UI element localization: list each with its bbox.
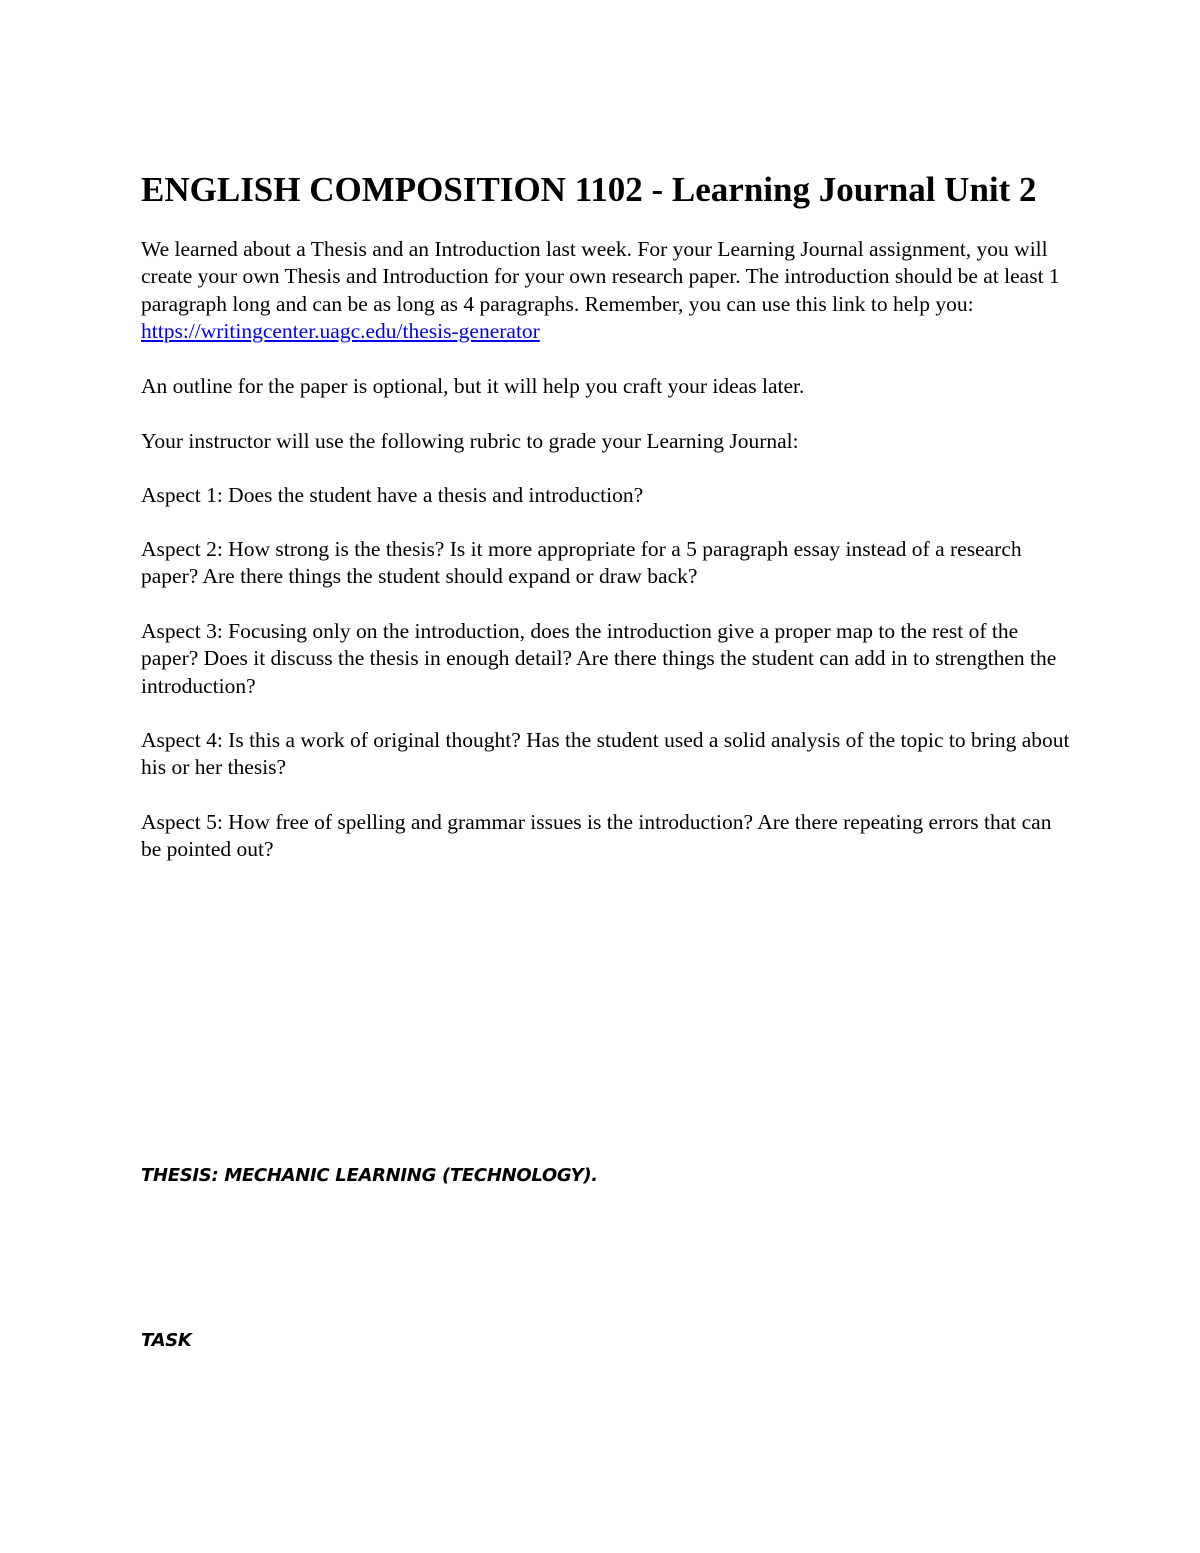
rubric-aspect-1: Aspect 1: Does the student have a thesis and introduction? bbox=[141, 483, 644, 507]
rubric-aspect-5: Aspect 5: How free of spelling and grammar issues is the introduction? Are there repeating errors that can be pointed out? bbox=[141, 810, 1052, 862]
thesis-heading: THESIS: MECHANIC LEARNING (TECHNOLOGY). bbox=[141, 1165, 598, 1186]
task-heading: TASK bbox=[141, 1330, 192, 1351]
document-title: ENGLISH COMPOSITION 1102 - Learning Journal Unit 2 bbox=[141, 170, 1037, 209]
rubric-aspect-2: Aspect 2: How strong is the thesis? Is it more appropriate for a 5 paragraph essay instead of a research paper? Are there things the student should expand or draw back? bbox=[141, 537, 1022, 589]
outline-note: An outline for the paper is optional, but it will help you craft your ideas later. bbox=[141, 374, 805, 398]
rubric-intro: Your instructor will use the following rubric to grade your Learning Journal: bbox=[141, 429, 799, 453]
intro-text: We learned about a Thesis and an Introduction last week. For your Learning Journal assignment, you will create your own Thesis and Introduction for your own research paper. The introduction should be at least 1 paragraph long and can be as long as 4 paragraphs. Remember, you can use this link to help you: bbox=[141, 237, 1060, 316]
rubric-aspect-3: Aspect 3: Focusing only on the introduction, does the introduction give a proper map to the rest of the paper? Does it discuss the thesis in enough detail? Are there things the student can add in to strengthen the introduction? bbox=[141, 619, 1057, 698]
intro-paragraph bbox=[141, 236, 1071, 345]
rubric-aspect-4: Aspect 4: Is this a work of original thought? Has the student used a solid analysis of the topic to bring about his or her thesis? bbox=[141, 728, 1070, 780]
thesis-generator-link[interactable]: https://writingcenter.uagc.edu/thesis-generator bbox=[141, 318, 540, 343]
